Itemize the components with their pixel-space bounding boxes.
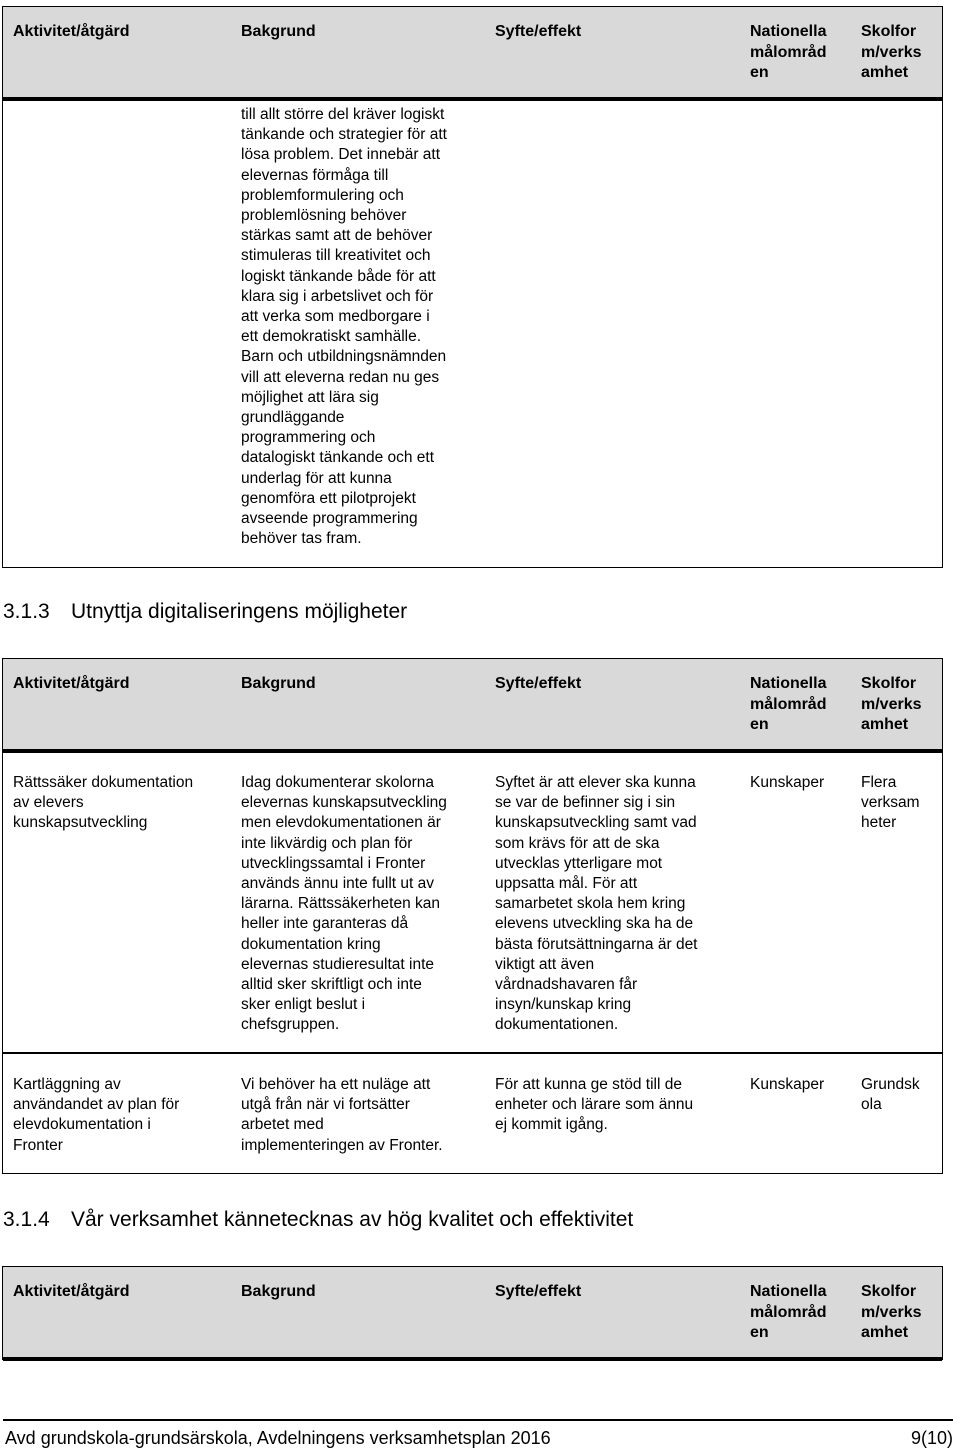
table-cell-background: Vi behöver ha ett nuläge att utgå från när vi fortsätter arbetet med implementeringen av Fronter. xyxy=(241,1076,443,1154)
section-title: Vår verksamhet kännetecknas av hög kvalitet och effektivitet xyxy=(71,1208,634,1231)
header-background: Bakgrund xyxy=(241,1283,316,1300)
header-activity: Aktivitet/åtgärd xyxy=(13,23,130,40)
table-cell-background: till allt större del kräver logiskt tänkande och strategier för att lösa problem. Det innebär att elevernas förmåga till problemformulering och problemlösning behöver stärkas samt att de behöver stimuleras till kreativitet och logiskt tänkande både för att klara sig i arbetslivet och för att verka som medborgare i ett demokratiskt samhälle. Barn och utbildningsnämnden vill att eleverna redan nu ges möjlighet att lära sig grundläggande programmering och datalogiskt tänkande och ett underlag för att kunna genomföra ett pilotprojekt avseende programmering behöver tas fram. xyxy=(241,106,447,548)
table-digitalisation xyxy=(2,658,943,1174)
table-cell-activity: Rättssäker dokumentation av elevers kunskapsutveckling xyxy=(13,774,194,832)
section-number: 3.1.4 xyxy=(3,1208,50,1231)
header-school-form: Skolfor m/verks amhet xyxy=(861,1283,922,1341)
section-heading xyxy=(3,1207,633,1233)
table-quality xyxy=(2,1266,943,1360)
header-national-goals: Nationella målområd en xyxy=(750,675,827,733)
table-cell-purpose: Syftet är att elever ska kunna se var de befinner sig i sin kunskapsutveckling samt vad som krävs för att de ska utvecklas ytterligare mot uppsatta mål. För att samarbetet skola hem kring elevens utveckling ska ha de bästa förutsättningarna är det viktigt att även vårdnadshavaren får insyn/kunskap kring dokumentationen. xyxy=(495,774,698,1034)
table-header xyxy=(3,7,942,101)
header-activity: Aktivitet/åtgärd xyxy=(13,675,130,692)
section-heading xyxy=(3,599,407,625)
header-purpose: Syfte/effekt xyxy=(495,675,582,692)
footer-document-title: Avd grundskola-grundsärskola, Avdelningens verksamhetsplan 2016 xyxy=(5,1428,551,1448)
table-cell-activity: Kartläggning av användandet av plan för elevdokumentation i Fronter xyxy=(13,1076,180,1154)
header-national-goals: Nationella målområd en xyxy=(750,1283,827,1341)
section-number: 3.1.3 xyxy=(3,600,50,623)
table-continued xyxy=(2,6,943,568)
header-activity: Aktivitet/åtgärd xyxy=(13,1283,130,1300)
header-background: Bakgrund xyxy=(241,23,316,40)
table-cell-form: Grundsk ola xyxy=(861,1076,920,1114)
table-cell-goal: Kunskaper xyxy=(750,1076,825,1093)
header-school-form: Skolfor m/verks amhet xyxy=(861,675,922,733)
row-divider xyxy=(3,1052,942,1054)
table-cell-background: Idag dokumenterar skolorna elevernas kunskapsutveckling men elevdokumentationen är inte likvärdig och plan för utvecklingssamtal i Fronter används ännu inte fullt ut av lärarna. Rättssäkerheten kan heller inte garanteras då dokumentation kring elevernas studieresultat inte alltid sker skriftligt och inte sker enligt beslut i chefsgruppen. xyxy=(241,774,447,1034)
header-purpose: Syfte/effekt xyxy=(495,1283,582,1300)
header-purpose: Syfte/effekt xyxy=(495,23,582,40)
table-cell-purpose: För att kunna ge stöd till de enheter och lärare som ännu ej kommit igång. xyxy=(495,1076,694,1134)
header-school-form: Skolfor m/verks amhet xyxy=(861,23,922,81)
header-national-goals: Nationella målområd en xyxy=(750,23,827,81)
table-cell-form: Flera verksam heter xyxy=(861,774,920,832)
table-cell-goal: Kunskaper xyxy=(750,774,825,791)
footer-page-number: 9(10) xyxy=(910,1428,953,1448)
table-header xyxy=(3,1267,942,1361)
section-title: Utnyttja digitaliseringens möjligheter xyxy=(71,600,408,623)
table-header xyxy=(3,659,942,753)
header-background: Bakgrund xyxy=(241,675,316,692)
page-footer xyxy=(3,1419,953,1448)
